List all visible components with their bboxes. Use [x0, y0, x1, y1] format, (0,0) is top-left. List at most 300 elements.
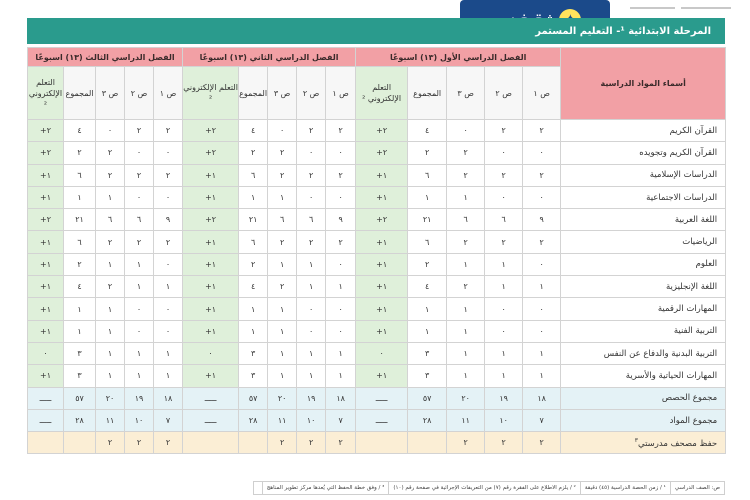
cell-t2-4: ٢+	[183, 120, 239, 142]
subject-name	[561, 298, 726, 320]
table-row	[28, 231, 726, 253]
cell-t3-2: ١	[96, 298, 125, 320]
curriculum-table	[27, 47, 726, 454]
cell-t1-3: ٢٨	[408, 409, 447, 431]
cell-t1-1: ١	[485, 365, 523, 387]
table-row	[28, 142, 726, 164]
footnote-marker: ٣	[634, 436, 639, 444]
cell-t1-4: ٢+	[356, 209, 408, 231]
cell-t2-1: ٠	[297, 320, 326, 342]
cell-t3-4: ـــــ	[28, 387, 64, 409]
cell-t1-0: ٧	[523, 409, 561, 431]
subject-label: مجموع المواد	[669, 415, 718, 426]
cell-t1-1: ١	[485, 276, 523, 298]
col-header-t3-0: ص ١	[154, 67, 183, 120]
table-row	[28, 298, 726, 320]
cell-t2-3: ٢١	[239, 209, 268, 231]
cell-t3-0: ٠	[154, 186, 183, 208]
cell-t2-4: ٢+	[183, 142, 239, 164]
cell-t3-1: ٦	[125, 209, 154, 231]
cell-t1-1: ٢	[485, 432, 523, 454]
cell-t3-0: ٢	[154, 164, 183, 186]
cell-t2-3: ١	[239, 186, 268, 208]
footnote-3: ² / يلزم الاطلاع على الفقرة رقم (٧) من التعريفات الإجرائية في صفحة رقم (١٠)	[388, 482, 579, 494]
cell-t3-2: ٠	[96, 120, 125, 142]
cell-t1-4: ـــــ	[356, 387, 408, 409]
cell-t3-4: ٢+	[28, 120, 64, 142]
cell-t1-2: ١	[447, 320, 485, 342]
cell-t3-1: ١٩	[125, 387, 154, 409]
cell-t2-4	[183, 432, 239, 454]
cell-t3-3: ٢	[64, 253, 96, 275]
cell-t2-3: ٢	[239, 253, 268, 275]
cell-t3-2: ١١	[96, 409, 125, 431]
subject-label: القرآن الكريم	[669, 125, 718, 136]
cell-t3-1: ٠	[125, 298, 154, 320]
subject-label: مجموع الحصص	[661, 393, 718, 404]
table-row	[28, 320, 726, 342]
cell-t3-0: ٩	[154, 209, 183, 231]
subject-label: الدراسات الاجتماعية	[646, 192, 718, 203]
cell-t3-2: ٢٠	[96, 387, 125, 409]
cell-t2-0: ٢	[326, 164, 356, 186]
subjects-header: أسماء المواد الدراسية	[561, 48, 726, 120]
subject-name	[561, 409, 726, 431]
page-title: المرحلة الابتدائية ¹- التعليم المستمر	[535, 25, 711, 37]
cell-t1-1: ٠	[485, 298, 523, 320]
cell-t3-0: ٢	[154, 120, 183, 142]
cell-t1-0: ٠	[523, 320, 561, 342]
table-row	[28, 409, 726, 431]
cell-t2-0: ٠	[326, 320, 356, 342]
cell-t1-4: ٢+	[356, 120, 408, 142]
cell-t1-0: ١٨	[523, 387, 561, 409]
cell-t1-1: ١٠	[485, 409, 523, 431]
cell-t3-3: ١	[64, 320, 96, 342]
cell-t2-4: ١+	[183, 298, 239, 320]
cell-t1-3	[408, 432, 447, 454]
cell-t3-2: ١	[96, 365, 125, 387]
cell-t1-3: ٥٧	[408, 387, 447, 409]
cell-t3-3: ٢١	[64, 209, 96, 231]
cell-t1-4: ١+	[356, 365, 408, 387]
col-header-t3-4: التعلم الإلكتروني ²	[28, 67, 64, 120]
table-row	[28, 209, 726, 231]
subject-name	[561, 120, 726, 142]
cell-t1-0: ٢	[523, 164, 561, 186]
cell-t2-3: ٤	[239, 120, 268, 142]
cell-t2-3: ١	[239, 298, 268, 320]
col-header-t1-1: ص ٢	[485, 67, 523, 120]
cell-t1-3: ٦	[408, 231, 447, 253]
cell-t2-2: ١١	[268, 409, 297, 431]
cell-t3-1: ١	[125, 253, 154, 275]
cell-t3-1: ٠	[125, 320, 154, 342]
cell-t3-0: ٠	[154, 142, 183, 164]
cell-t1-1: ٢	[485, 120, 523, 142]
cell-t1-3: ٣	[408, 342, 447, 364]
cell-t1-3: ٣	[408, 365, 447, 387]
cell-t1-4: ٢+	[356, 142, 408, 164]
cell-t2-0: ٧	[326, 409, 356, 431]
table-row	[28, 253, 726, 275]
cell-t1-0: ٠	[523, 142, 561, 164]
subject-name	[561, 231, 726, 253]
subject-label: حفظ مصحف مدرستي	[638, 438, 718, 449]
cell-t2-1: ٦	[297, 209, 326, 231]
cell-t2-1: ١	[297, 342, 326, 364]
cell-t1-4: ـــــ	[356, 409, 408, 431]
cell-t3-2: ١	[96, 320, 125, 342]
subject-name	[561, 209, 726, 231]
cell-t1-4: ١+	[356, 164, 408, 186]
subject-label: التربية البدنية والدفاع عن النفس	[603, 348, 718, 359]
col-header-t1-2: ص ٣	[447, 67, 485, 120]
cell-t1-3: ١	[408, 186, 447, 208]
cell-t2-3: ١	[239, 320, 268, 342]
term1-header: الفصل الدراسي الأول (١٣) اسبوعًا	[356, 48, 561, 67]
cell-t2-1: ٠	[297, 298, 326, 320]
cell-t1-3: ٦	[408, 164, 447, 186]
table-row	[28, 120, 726, 142]
term2-header: الفصل الدراسي الثاني (١٣) اسبوعًا	[183, 48, 356, 67]
cell-t2-1: ٠	[297, 142, 326, 164]
cell-t2-4: ٠	[183, 342, 239, 364]
cell-t1-2: ١	[447, 342, 485, 364]
cell-t2-4: ٢+	[183, 209, 239, 231]
cell-t3-4: ١+	[28, 298, 64, 320]
cell-t2-1: ٢	[297, 231, 326, 253]
cell-t2-1: ١	[297, 365, 326, 387]
subject-label: الدراسات الإسلامية	[649, 170, 718, 181]
cell-t3-3: ٦	[64, 231, 96, 253]
cell-t1-0: ٠	[523, 298, 561, 320]
cell-t2-1: ١	[297, 276, 326, 298]
cell-t3-1: ٢	[125, 164, 154, 186]
cell-t1-2: ٢	[447, 142, 485, 164]
subject-name	[561, 276, 726, 298]
cell-t3-3: ١	[64, 186, 96, 208]
cell-t2-4: ١+	[183, 253, 239, 275]
cell-t2-2: ٢٠	[268, 387, 297, 409]
cell-t1-2: ١	[447, 298, 485, 320]
col-header-t3-1: ص ٢	[125, 67, 154, 120]
cell-t2-1: ٢	[297, 164, 326, 186]
cell-t3-4: ١+	[28, 186, 64, 208]
cell-t1-2: ١	[447, 253, 485, 275]
cell-t1-2: ١١	[447, 409, 485, 431]
cell-t2-4: ١+	[183, 365, 239, 387]
cell-t2-1: ٢	[297, 120, 326, 142]
cell-t2-0: ٠	[326, 186, 356, 208]
cell-t1-2: ١	[447, 365, 485, 387]
cell-t1-4: ١+	[356, 320, 408, 342]
cell-t1-2: ٢	[447, 432, 485, 454]
cell-t1-0: ١	[523, 365, 561, 387]
cell-t2-4: ١+	[183, 276, 239, 298]
title-bar	[27, 18, 725, 44]
cell-t2-1: ٢	[297, 432, 326, 454]
subject-name	[561, 342, 726, 364]
cell-t2-2: ٢	[268, 164, 297, 186]
footnote-2: ¹ / زمن الحصة الدراسية (٤٥) دقيقة	[580, 482, 670, 494]
subject-label: القرآن الكريم وتجويده	[639, 147, 718, 158]
cell-t3-4: ١+	[28, 164, 64, 186]
cell-t1-0: ٩	[523, 209, 561, 231]
table-row	[28, 387, 726, 409]
cell-t3-4: ١+	[28, 276, 64, 298]
cell-t3-4: ١+	[28, 253, 64, 275]
cell-t1-2: ٢٠	[447, 387, 485, 409]
cell-t1-0: ١	[523, 276, 561, 298]
col-header-t1-0: ص ١	[523, 67, 561, 120]
cell-t3-3: ٢	[64, 142, 96, 164]
cell-t1-3: ١	[408, 298, 447, 320]
cell-t1-0: ٠	[523, 253, 561, 275]
cell-t3-3: ١	[64, 298, 96, 320]
col-header-t3-2: ص ٣	[96, 67, 125, 120]
cell-t1-4: ١+	[356, 253, 408, 275]
cell-t3-4: ـــــ	[28, 409, 64, 431]
cell-t1-2: ٢	[447, 231, 485, 253]
cell-t1-3: ٢١	[408, 209, 447, 231]
cell-t3-0: ٢	[154, 432, 183, 454]
cell-t3-1: ٢	[125, 432, 154, 454]
cell-t2-3: ٣	[239, 365, 268, 387]
cell-t3-1: ١	[125, 365, 154, 387]
cell-t3-4	[28, 432, 64, 454]
subject-name	[561, 253, 726, 275]
cell-t1-3: ٤	[408, 120, 447, 142]
subject-label: المهارات الرقمية	[657, 304, 718, 315]
cell-t3-3: ٥٧	[64, 387, 96, 409]
footnotes	[253, 481, 725, 495]
cell-t2-0: ٢	[326, 432, 356, 454]
cell-t1-1: ٦	[485, 209, 523, 231]
subject-name	[561, 432, 726, 454]
col-header-t2-1: ص ٢	[297, 67, 326, 120]
col-header-t3-3: المجموع	[64, 67, 96, 120]
subject-label: التربية الفنية	[673, 326, 718, 337]
cell-t3-4: ١+	[28, 365, 64, 387]
cell-t2-3: ٢٨	[239, 409, 268, 431]
cell-t1-4: ١+	[356, 276, 408, 298]
cell-t2-4: ـــــ	[183, 387, 239, 409]
cell-t2-0: ١	[326, 342, 356, 364]
cell-t1-3: ٢	[408, 142, 447, 164]
cell-t2-1: ١٩	[297, 387, 326, 409]
cell-t2-2: ١	[268, 186, 297, 208]
cell-t2-3: ٤	[239, 276, 268, 298]
col-header-t2-2: ص ٣	[268, 67, 297, 120]
cell-t2-3: ٦	[239, 231, 268, 253]
subject-name	[561, 186, 726, 208]
cell-t1-1: ٠	[485, 186, 523, 208]
subject-name	[561, 365, 726, 387]
cell-t3-2: ٢	[96, 276, 125, 298]
cell-t2-0: ١٨	[326, 387, 356, 409]
cell-t3-3: ٦	[64, 164, 96, 186]
cell-t3-2: ٢	[96, 164, 125, 186]
table-row	[28, 432, 726, 454]
subject-label: اللغة الإنجليزية	[665, 281, 718, 292]
cell-t2-2: ٦	[268, 209, 297, 231]
cell-t3-2: ٢	[96, 432, 125, 454]
cell-t2-2: ٢	[268, 142, 297, 164]
subject-label: اللغة العربية	[674, 214, 718, 225]
cell-t3-4: ٢+	[28, 209, 64, 231]
cell-t2-0: ٠	[326, 142, 356, 164]
cell-t3-3: ٤	[64, 120, 96, 142]
cell-t2-0: ٠	[326, 253, 356, 275]
cell-t3-2: ١	[96, 186, 125, 208]
col-header-t2-0: ص ١	[326, 67, 356, 120]
cell-t2-4: ١+	[183, 231, 239, 253]
cell-t3-2: ١	[96, 342, 125, 364]
cell-t2-4: ١+	[183, 320, 239, 342]
table-row	[28, 276, 726, 298]
cell-t1-0: ٢	[523, 231, 561, 253]
cell-t2-2: ١	[268, 342, 297, 364]
col-header-t2-4: التعلم الإلكتروني ²	[183, 67, 239, 120]
table-row	[28, 164, 726, 186]
cell-t1-3: ١	[408, 320, 447, 342]
term3-header: الفصل الدراسي الثالث (١٣) اسبوعًا	[28, 48, 183, 67]
cell-t3-3: ٣	[64, 365, 96, 387]
table-row	[28, 365, 726, 387]
cell-t3-4: ١+	[28, 320, 64, 342]
ministry-logo	[630, 4, 745, 14]
cell-t2-4: ١+	[183, 186, 239, 208]
cell-t3-0: ١	[154, 342, 183, 364]
cell-t1-0: ١	[523, 342, 561, 364]
cell-t1-1: ١٩	[485, 387, 523, 409]
cell-t3-1: ٠	[125, 186, 154, 208]
cell-t2-1: ١٠	[297, 409, 326, 431]
cell-t1-0: ٢	[523, 120, 561, 142]
cell-t1-2: ٠	[447, 120, 485, 142]
cell-t1-2: ١	[447, 186, 485, 208]
cell-t2-3: ٥٧	[239, 387, 268, 409]
subject-label: المهارات الحياتية والأسرية	[625, 370, 718, 381]
cell-t3-2: ٦	[96, 209, 125, 231]
cell-t2-1: ١	[297, 253, 326, 275]
footnote-4: ³ / وفق خطة الحفظ التي يُعدها مركز تطوير المناهج	[262, 482, 389, 494]
cell-t1-1: ٢	[485, 164, 523, 186]
cell-t3-1: ٢	[125, 120, 154, 142]
cell-t3-4: ٢+	[28, 142, 64, 164]
cell-t1-1: ١	[485, 342, 523, 364]
cell-t1-0: ٠	[523, 186, 561, 208]
cell-t2-0: ٢	[326, 231, 356, 253]
cell-t3-2: ١	[96, 253, 125, 275]
cell-t2-3: ٦	[239, 164, 268, 186]
table-body	[28, 120, 726, 454]
cell-t3-0: ١٨	[154, 387, 183, 409]
cell-t2-2: ٢	[268, 276, 297, 298]
cell-t1-4	[356, 432, 408, 454]
cell-t3-1: ١	[125, 276, 154, 298]
cell-t2-0: ١	[326, 276, 356, 298]
cell-t2-4: ١+	[183, 164, 239, 186]
cell-t2-0: ١	[326, 365, 356, 387]
subject-name	[561, 387, 726, 409]
cell-t3-0: ٠	[154, 320, 183, 342]
cell-t1-1: ٠	[485, 320, 523, 342]
subject-name	[561, 320, 726, 342]
cell-t3-3: ٤	[64, 276, 96, 298]
table-row	[28, 342, 726, 364]
cell-t1-1: ٢	[485, 231, 523, 253]
subject-name	[561, 142, 726, 164]
cell-t3-3: ٢٨	[64, 409, 96, 431]
cell-t2-2: ٠	[268, 120, 297, 142]
cell-t1-2: ٦	[447, 209, 485, 231]
cell-t2-2: ١	[268, 365, 297, 387]
cell-t3-4: ٠	[28, 342, 64, 364]
cell-t3-0: ٠	[154, 253, 183, 275]
cell-t2-0: ٩	[326, 209, 356, 231]
cell-t2-3: ٣	[239, 342, 268, 364]
col-header-t2-3: المجموع	[239, 67, 268, 120]
subject-name	[561, 164, 726, 186]
cell-t2-2: ٢	[268, 231, 297, 253]
footnote-1: ص: الصف الدراسي	[670, 482, 724, 494]
cell-t3-1: ٢	[125, 231, 154, 253]
col-header-t1-3: المجموع	[408, 67, 447, 120]
table-row	[28, 186, 726, 208]
cell-t1-4: ١+	[356, 231, 408, 253]
cell-t3-3: ٣	[64, 342, 96, 364]
cell-t3-1: ٠	[125, 142, 154, 164]
cell-t2-2: ١	[268, 253, 297, 275]
cell-t2-0: ٠	[326, 298, 356, 320]
cell-t2-2: ١	[268, 298, 297, 320]
cell-t1-3: ٢	[408, 253, 447, 275]
cell-t1-4: ١+	[356, 298, 408, 320]
cell-t1-1: ٠	[485, 142, 523, 164]
cell-t2-2: ٢	[268, 432, 297, 454]
cell-t1-4: ٠	[356, 342, 408, 364]
col-header-t1-4: التعلم الإلكتروني ²	[356, 67, 408, 120]
cell-t3-1: ١	[125, 342, 154, 364]
cell-t3-0: ٠	[154, 298, 183, 320]
cell-t3-0: ٢	[154, 231, 183, 253]
cell-t2-2: ١	[268, 320, 297, 342]
cell-t3-2: ٢	[96, 142, 125, 164]
cell-t2-4: ـــــ	[183, 409, 239, 431]
cell-t2-3	[239, 432, 268, 454]
cell-t1-2: ٢	[447, 164, 485, 186]
cell-t1-2: ٢	[447, 276, 485, 298]
cell-t3-0: ٧	[154, 409, 183, 431]
cell-t3-0: ١	[154, 365, 183, 387]
subject-label: الرياضيات	[682, 237, 718, 248]
cell-t3-0: ١	[154, 276, 183, 298]
cell-t1-3: ٤	[408, 276, 447, 298]
cell-t2-3: ٢	[239, 142, 268, 164]
cell-t3-1: ١٠	[125, 409, 154, 431]
subject-label: العلوم	[695, 259, 718, 270]
cell-t1-4: ١+	[356, 186, 408, 208]
cell-t3-4: ١+	[28, 231, 64, 253]
cell-t2-0: ٢	[326, 120, 356, 142]
cell-t2-1: ٠	[297, 186, 326, 208]
cell-t3-3	[64, 432, 96, 454]
cell-t3-2: ٢	[96, 231, 125, 253]
cell-t1-1: ١	[485, 253, 523, 275]
cell-t1-0: ٢	[523, 432, 561, 454]
